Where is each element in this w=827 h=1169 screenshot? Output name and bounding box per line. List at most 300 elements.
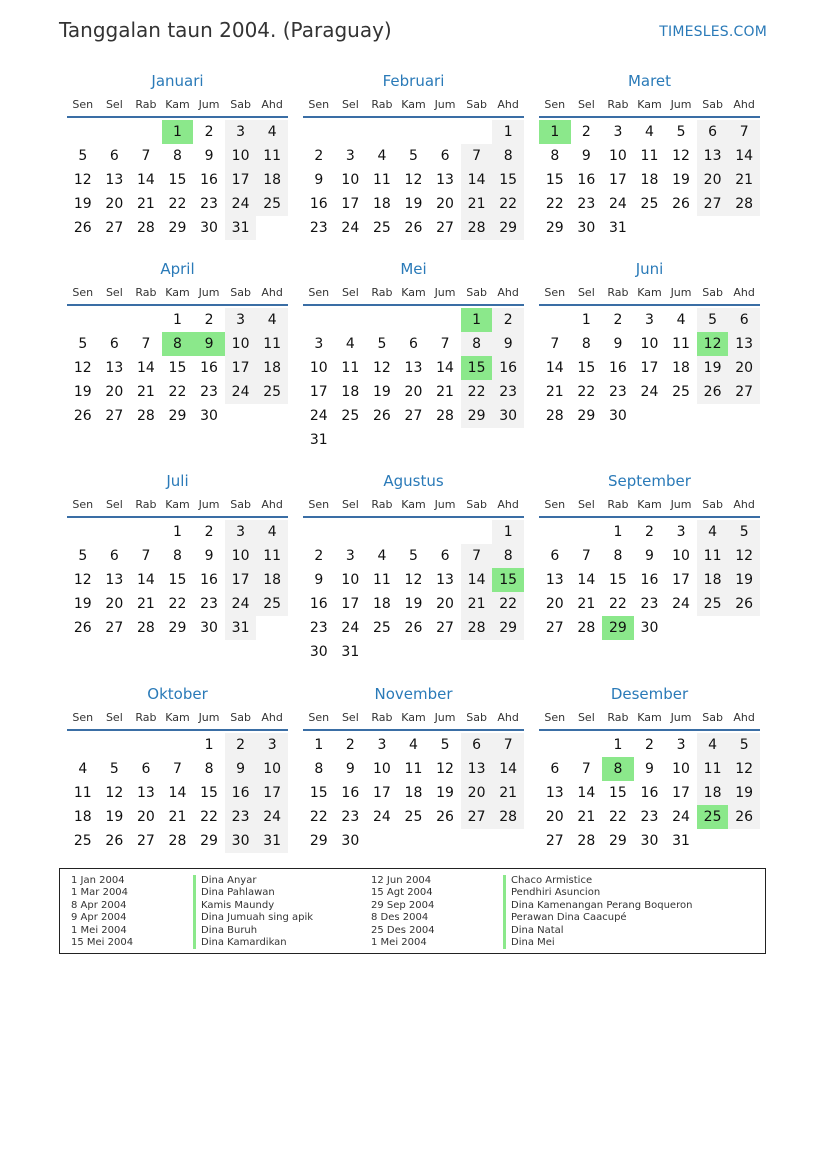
day-cell[interactable]: 24 [372, 809, 391, 825]
day-cell[interactable]: 23 [225, 805, 257, 829]
day-cell[interactable]: 6 [461, 733, 493, 757]
day-cell[interactable]: 13 [105, 572, 124, 588]
day-cell[interactable]: 25 [256, 592, 288, 616]
day-cell[interactable]: 7 [581, 548, 591, 564]
day-cell[interactable]: 13 [136, 785, 155, 801]
day-cell[interactable]: 20 [436, 596, 454, 612]
day-cell[interactable]: 30 [225, 829, 257, 853]
day-cell[interactable]: 23 [492, 380, 524, 404]
day-cell[interactable]: 4 [409, 737, 418, 753]
day-cell[interactable]: 19 [404, 596, 423, 612]
day-cell[interactable]: 26 [436, 809, 454, 825]
day-cell[interactable]: 31 [608, 220, 627, 236]
day-cell[interactable]: 7 [141, 336, 151, 352]
day-cell[interactable]: 8 [173, 148, 182, 164]
day-cell[interactable]: 9 [492, 332, 524, 356]
day-cell[interactable]: 26 [728, 592, 760, 616]
day-cell[interactable]: 24 [225, 192, 257, 216]
day-cell[interactable]: 28 [577, 833, 596, 849]
day-cell[interactable]: 21 [461, 192, 493, 216]
day-cell[interactable]: 3 [345, 148, 355, 164]
day-cell[interactable]: 1 [539, 120, 571, 144]
day-cell[interactable]: 25 [341, 408, 360, 424]
day-cell[interactable]: 12 [697, 332, 729, 356]
day-cell[interactable]: 19 [73, 196, 92, 212]
day-cell[interactable]: 14 [136, 172, 155, 188]
day-cell[interactable]: 2 [204, 312, 214, 328]
day-cell[interactable]: 27 [105, 408, 124, 424]
day-cell[interactable]: 18 [697, 781, 729, 805]
day-cell[interactable]: 20 [105, 596, 124, 612]
day-cell[interactable]: 7 [492, 733, 524, 757]
day-cell[interactable]: 19 [672, 172, 690, 188]
day-cell[interactable]: 23 [200, 384, 218, 400]
day-cell[interactable]: 22 [608, 596, 627, 612]
day-cell[interactable]: 5 [409, 548, 418, 564]
day-cell[interactable]: 9 [345, 761, 355, 777]
day-cell[interactable]: 21 [136, 196, 155, 212]
day-cell[interactable]: 27 [105, 620, 124, 636]
day-cell[interactable]: 26 [697, 380, 729, 404]
day-cell[interactable]: 19 [73, 596, 92, 612]
day-cell[interactable]: 16 [225, 781, 257, 805]
day-cell[interactable]: 21 [577, 809, 596, 825]
day-cell[interactable]: 4 [256, 120, 288, 144]
brand-link[interactable]: TIMESLES.COM [659, 24, 767, 40]
day-cell[interactable]: 20 [697, 168, 729, 192]
day-cell[interactable]: 12 [728, 544, 760, 568]
day-cell[interactable]: 17 [256, 781, 288, 805]
day-cell[interactable]: 9 [204, 148, 214, 164]
day-cell[interactable]: 1 [613, 737, 623, 753]
day-cell[interactable]: 20 [404, 384, 423, 400]
day-cell[interactable]: 12 [73, 572, 92, 588]
day-cell[interactable]: 25 [256, 192, 288, 216]
day-cell[interactable]: 29 [168, 408, 187, 424]
day-cell[interactable]: 15 [168, 172, 187, 188]
day-cell[interactable]: 1 [492, 520, 524, 544]
day-cell[interactable]: 2 [645, 737, 654, 753]
day-cell[interactable]: 23 [341, 809, 360, 825]
day-cell[interactable]: 1 [613, 524, 623, 540]
day-cell[interactable]: 2 [314, 148, 324, 164]
day-cell[interactable]: 29 [168, 220, 187, 236]
day-cell[interactable]: 14 [136, 572, 155, 588]
day-cell[interactable]: 30 [640, 833, 659, 849]
day-cell[interactable]: 18 [256, 356, 288, 380]
day-cell[interactable]: 22 [168, 384, 187, 400]
day-cell[interactable]: 28 [492, 805, 524, 829]
day-cell[interactable]: 4 [377, 548, 387, 564]
day-cell[interactable]: 5 [377, 336, 387, 352]
day-cell[interactable]: 15 [309, 785, 328, 801]
day-cell[interactable]: 20 [436, 196, 454, 212]
day-cell[interactable]: 7 [141, 148, 151, 164]
day-cell[interactable]: 12 [404, 572, 423, 588]
day-cell[interactable]: 13 [545, 785, 564, 801]
day-cell[interactable]: 9 [314, 172, 324, 188]
day-cell[interactable]: 10 [672, 548, 690, 564]
day-cell[interactable]: 18 [372, 196, 391, 212]
day-cell[interactable]: 22 [168, 596, 187, 612]
day-cell[interactable]: 4 [697, 733, 729, 757]
day-cell[interactable]: 16 [309, 596, 328, 612]
day-cell[interactable]: 8 [581, 336, 591, 352]
day-cell[interactable]: 8 [602, 757, 634, 781]
day-cell[interactable]: 24 [608, 196, 627, 212]
day-cell[interactable]: 27 [436, 220, 454, 236]
day-cell[interactable]: 15 [492, 568, 524, 592]
day-cell[interactable]: 4 [256, 308, 288, 332]
day-cell[interactable]: 30 [200, 408, 218, 424]
day-cell[interactable]: 17 [341, 196, 360, 212]
day-cell[interactable]: 11 [341, 360, 360, 376]
day-cell[interactable]: 14 [577, 785, 596, 801]
day-cell[interactable]: 16 [608, 360, 627, 376]
day-cell[interactable]: 30 [200, 220, 218, 236]
day-cell[interactable]: 19 [697, 356, 729, 380]
day-cell[interactable]: 27 [545, 833, 564, 849]
day-cell[interactable]: 6 [550, 548, 560, 564]
day-cell[interactable]: 21 [168, 809, 187, 825]
day-cell[interactable]: 6 [109, 336, 119, 352]
day-cell[interactable]: 23 [577, 196, 596, 212]
day-cell[interactable]: 20 [105, 196, 124, 212]
day-cell[interactable]: 13 [545, 572, 564, 588]
day-cell[interactable]: 6 [409, 336, 418, 352]
day-cell[interactable]: 6 [109, 548, 119, 564]
day-cell[interactable]: 18 [256, 168, 288, 192]
day-cell[interactable]: 22 [492, 192, 524, 216]
day-cell[interactable]: 24 [341, 220, 360, 236]
day-cell[interactable]: 30 [200, 620, 218, 636]
day-cell[interactable]: 14 [492, 757, 524, 781]
day-cell[interactable]: 24 [309, 408, 328, 424]
day-cell[interactable]: 28 [461, 216, 493, 240]
day-cell[interactable]: 13 [436, 572, 454, 588]
day-cell[interactable]: 8 [173, 548, 182, 564]
day-cell[interactable]: 3 [645, 312, 654, 328]
day-cell[interactable]: 4 [256, 520, 288, 544]
day-cell[interactable]: 20 [461, 781, 493, 805]
day-cell[interactable]: 10 [341, 172, 360, 188]
day-cell[interactable]: 21 [136, 384, 155, 400]
day-cell[interactable]: 5 [676, 124, 686, 140]
day-cell[interactable]: 13 [461, 757, 493, 781]
day-cell[interactable]: 26 [404, 220, 423, 236]
day-cell[interactable]: 22 [200, 809, 218, 825]
day-cell[interactable]: 10 [309, 360, 328, 376]
day-cell[interactable]: 6 [141, 761, 151, 777]
day-cell[interactable]: 16 [640, 572, 659, 588]
day-cell[interactable]: 29 [492, 616, 524, 640]
day-cell[interactable]: 1 [173, 524, 182, 540]
day-cell[interactable]: 25 [256, 380, 288, 404]
day-cell[interactable]: 29 [168, 620, 187, 636]
day-cell[interactable]: 6 [550, 761, 560, 777]
day-cell[interactable]: 19 [728, 781, 760, 805]
day-cell[interactable]: 5 [440, 737, 450, 753]
day-cell[interactable]: 10 [672, 761, 690, 777]
day-cell[interactable]: 28 [545, 408, 564, 424]
day-cell[interactable]: 7 [461, 144, 493, 168]
day-cell[interactable]: 9 [613, 336, 623, 352]
day-cell[interactable]: 1 [204, 737, 214, 753]
day-cell[interactable]: 25 [697, 805, 729, 829]
day-cell[interactable]: 23 [608, 384, 627, 400]
day-cell[interactable]: 21 [492, 781, 524, 805]
day-cell[interactable]: 2 [645, 524, 654, 540]
day-cell[interactable]: 10 [608, 148, 627, 164]
day-cell[interactable]: 24 [672, 809, 690, 825]
day-cell[interactable]: 29 [461, 404, 493, 428]
day-cell[interactable]: 11 [697, 757, 729, 781]
day-cell[interactable]: 29 [545, 220, 564, 236]
day-cell[interactable]: 7 [461, 544, 493, 568]
day-cell[interactable]: 18 [404, 785, 423, 801]
day-cell[interactable]: 10 [640, 336, 659, 352]
day-cell[interactable]: 30 [577, 220, 596, 236]
day-cell[interactable]: 30 [341, 833, 360, 849]
day-cell[interactable]: 10 [225, 544, 257, 568]
day-cell[interactable]: 6 [109, 148, 119, 164]
day-cell[interactable]: 22 [461, 380, 493, 404]
day-cell[interactable]: 6 [728, 308, 760, 332]
day-cell[interactable]: 13 [728, 332, 760, 356]
day-cell[interactable]: 14 [461, 168, 493, 192]
day-cell[interactable]: 27 [105, 220, 124, 236]
day-cell[interactable]: 3 [225, 520, 257, 544]
day-cell[interactable]: 10 [225, 332, 257, 356]
day-cell[interactable]: 23 [640, 809, 659, 825]
day-cell[interactable]: 11 [256, 332, 288, 356]
day-cell[interactable]: 30 [309, 644, 328, 660]
day-cell[interactable]: 25 [697, 592, 729, 616]
day-cell[interactable]: 12 [372, 360, 391, 376]
day-cell[interactable]: 12 [672, 148, 690, 164]
day-cell[interactable]: 14 [136, 360, 155, 376]
day-cell[interactable]: 1 [173, 312, 182, 328]
day-cell[interactable]: 15 [577, 360, 596, 376]
day-cell[interactable]: 11 [256, 144, 288, 168]
day-cell[interactable]: 12 [105, 785, 124, 801]
day-cell[interactable]: 20 [545, 809, 564, 825]
day-cell[interactable]: 21 [577, 596, 596, 612]
day-cell[interactable]: 3 [314, 336, 324, 352]
day-cell[interactable]: 8 [314, 761, 324, 777]
day-cell[interactable]: 8 [613, 548, 623, 564]
day-cell[interactable]: 29 [492, 216, 524, 240]
day-cell[interactable]: 1 [314, 737, 324, 753]
day-cell[interactable]: 28 [577, 620, 596, 636]
day-cell[interactable]: 15 [492, 168, 524, 192]
day-cell[interactable]: 19 [372, 384, 391, 400]
day-cell[interactable]: 8 [550, 148, 560, 164]
day-cell[interactable]: 7 [550, 336, 560, 352]
day-cell[interactable]: 15 [168, 360, 187, 376]
day-cell[interactable]: 3 [676, 524, 686, 540]
day-cell[interactable]: 4 [676, 312, 686, 328]
day-cell[interactable]: 2 [204, 124, 214, 140]
day-cell[interactable]: 3 [613, 124, 623, 140]
day-cell[interactable]: 11 [697, 544, 729, 568]
day-cell[interactable]: 1 [492, 120, 524, 144]
day-cell[interactable]: 27 [697, 192, 729, 216]
day-cell[interactable]: 4 [697, 520, 729, 544]
day-cell[interactable]: 26 [728, 805, 760, 829]
day-cell[interactable]: 16 [200, 360, 218, 376]
day-cell[interactable]: 19 [105, 809, 124, 825]
day-cell[interactable]: 22 [577, 384, 596, 400]
day-cell[interactable]: 28 [136, 220, 155, 236]
day-cell[interactable]: 6 [440, 148, 450, 164]
day-cell[interactable]: 11 [256, 544, 288, 568]
day-cell[interactable]: 9 [225, 757, 257, 781]
day-cell[interactable]: 17 [640, 360, 659, 376]
day-cell[interactable]: 28 [168, 833, 187, 849]
day-cell[interactable]: 8 [461, 332, 493, 356]
day-cell[interactable]: 27 [545, 620, 564, 636]
day-cell[interactable]: 14 [728, 144, 760, 168]
day-cell[interactable]: 15 [461, 356, 493, 380]
day-cell[interactable]: 2 [314, 548, 324, 564]
day-cell[interactable]: 27 [436, 620, 454, 636]
day-cell[interactable]: 21 [461, 592, 493, 616]
day-cell[interactable]: 26 [73, 408, 92, 424]
day-cell[interactable]: 8 [492, 544, 524, 568]
day-cell[interactable]: 3 [225, 308, 257, 332]
day-cell[interactable]: 16 [492, 356, 524, 380]
day-cell[interactable]: 5 [697, 308, 729, 332]
day-cell[interactable]: 4 [377, 148, 387, 164]
day-cell[interactable]: 15 [608, 785, 627, 801]
day-cell[interactable]: 19 [436, 785, 454, 801]
day-cell[interactable]: 21 [545, 384, 564, 400]
day-cell[interactable]: 15 [545, 172, 564, 188]
day-cell[interactable]: 12 [404, 172, 423, 188]
day-cell[interactable]: 25 [672, 384, 690, 400]
day-cell[interactable]: 19 [404, 196, 423, 212]
day-cell[interactable]: 3 [225, 120, 257, 144]
day-cell[interactable]: 7 [440, 336, 450, 352]
day-cell[interactable]: 24 [225, 380, 257, 404]
day-cell[interactable]: 26 [372, 408, 391, 424]
day-cell[interactable]: 17 [672, 572, 690, 588]
day-cell[interactable]: 9 [314, 572, 324, 588]
day-cell[interactable]: 2 [581, 124, 591, 140]
day-cell[interactable]: 18 [73, 809, 92, 825]
day-cell[interactable]: 5 [109, 761, 119, 777]
day-cell[interactable]: 22 [492, 592, 524, 616]
day-cell[interactable]: 30 [608, 408, 627, 424]
day-cell[interactable]: 7 [728, 120, 760, 144]
day-cell[interactable]: 23 [640, 596, 659, 612]
day-cell[interactable]: 28 [728, 192, 760, 216]
day-cell[interactable]: 22 [309, 809, 328, 825]
day-cell[interactable]: 17 [608, 172, 627, 188]
day-cell[interactable]: 22 [608, 809, 627, 825]
day-cell[interactable]: 31 [225, 216, 257, 240]
day-cell[interactable]: 14 [461, 568, 493, 592]
day-cell[interactable]: 8 [204, 761, 214, 777]
day-cell[interactable]: 4 [78, 761, 88, 777]
day-cell[interactable]: 12 [436, 761, 454, 777]
day-cell[interactable]: 17 [341, 596, 360, 612]
day-cell[interactable]: 30 [492, 404, 524, 428]
day-cell[interactable]: 5 [78, 336, 88, 352]
day-cell[interactable]: 18 [256, 568, 288, 592]
day-cell[interactable]: 9 [193, 332, 225, 356]
day-cell[interactable]: 28 [136, 408, 155, 424]
day-cell[interactable]: 10 [341, 572, 360, 588]
day-cell[interactable]: 17 [372, 785, 391, 801]
day-cell[interactable]: 24 [672, 596, 690, 612]
day-cell[interactable]: 2 [345, 737, 355, 753]
day-cell[interactable]: 13 [404, 360, 423, 376]
day-cell[interactable]: 2 [613, 312, 623, 328]
day-cell[interactable]: 14 [168, 785, 187, 801]
day-cell[interactable]: 15 [608, 572, 627, 588]
day-cell[interactable]: 31 [225, 616, 257, 640]
day-cell[interactable]: 12 [73, 360, 92, 376]
day-cell[interactable]: 11 [73, 785, 92, 801]
day-cell[interactable]: 16 [341, 785, 360, 801]
day-cell[interactable]: 20 [105, 384, 124, 400]
day-cell[interactable]: 29 [577, 408, 596, 424]
day-cell[interactable]: 9 [645, 761, 654, 777]
day-cell[interactable]: 22 [545, 196, 564, 212]
day-cell[interactable]: 16 [309, 196, 328, 212]
day-cell[interactable]: 20 [136, 809, 155, 825]
day-cell[interactable]: 9 [645, 548, 654, 564]
day-cell[interactable]: 5 [409, 148, 418, 164]
day-cell[interactable]: 7 [581, 761, 591, 777]
day-cell[interactable]: 16 [640, 785, 659, 801]
day-cell[interactable]: 31 [256, 829, 288, 853]
day-cell[interactable]: 10 [225, 144, 257, 168]
day-cell[interactable]: 18 [372, 596, 391, 612]
day-cell[interactable]: 17 [225, 168, 257, 192]
day-cell[interactable]: 27 [404, 408, 423, 424]
day-cell[interactable]: 24 [256, 805, 288, 829]
day-cell[interactable]: 3 [676, 737, 686, 753]
day-cell[interactable]: 28 [436, 408, 454, 424]
day-cell[interactable]: 26 [105, 833, 124, 849]
day-cell[interactable]: 28 [461, 616, 493, 640]
day-cell[interactable]: 25 [640, 196, 659, 212]
day-cell[interactable]: 5 [728, 520, 760, 544]
day-cell[interactable]: 8 [162, 332, 194, 356]
day-cell[interactable]: 2 [492, 308, 524, 332]
day-cell[interactable]: 29 [200, 833, 218, 849]
day-cell[interactable]: 16 [200, 572, 218, 588]
day-cell[interactable]: 16 [577, 172, 596, 188]
day-cell[interactable]: 19 [728, 568, 760, 592]
day-cell[interactable]: 17 [225, 356, 257, 380]
day-cell[interactable]: 20 [728, 356, 760, 380]
day-cell[interactable]: 11 [640, 148, 659, 164]
day-cell[interactable]: 18 [697, 568, 729, 592]
day-cell[interactable]: 9 [204, 548, 214, 564]
day-cell[interactable]: 25 [404, 809, 423, 825]
day-cell[interactable]: 17 [225, 568, 257, 592]
day-cell[interactable]: 14 [436, 360, 454, 376]
day-cell[interactable]: 2 [204, 524, 214, 540]
day-cell[interactable]: 18 [672, 360, 690, 376]
day-cell[interactable]: 5 [78, 548, 88, 564]
day-cell[interactable]: 1 [581, 312, 591, 328]
day-cell[interactable]: 23 [200, 596, 218, 612]
